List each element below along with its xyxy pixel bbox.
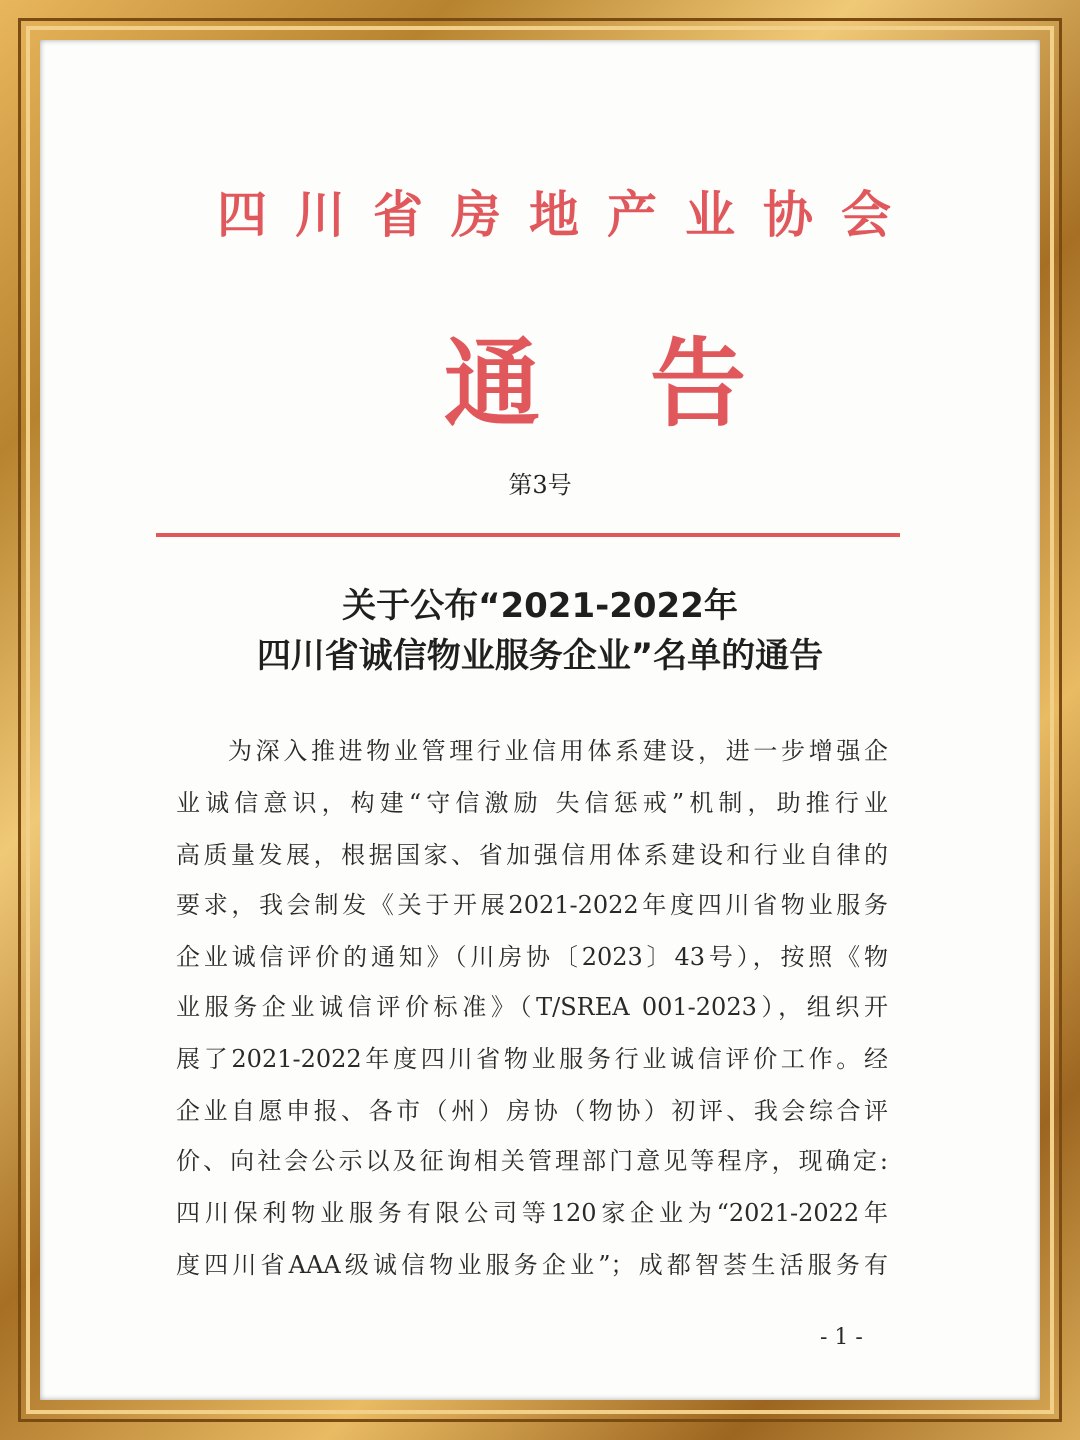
red-divider-line — [156, 533, 900, 537]
body-text-line: 业服务企业诚信评价标准》（T/SREA 001-2023），组织开 — [176, 993, 888, 1021]
document-number: 第3号 — [508, 471, 572, 499]
body-text-line: 度四川省AAA级诚信物业服务企业”；成都智荟生活服务有 — [176, 1251, 888, 1279]
body-text-line: 要求，我会制发《关于开展2021-2022年度四川省物业服务 — [176, 891, 888, 919]
document-type-title: 通告 — [444, 328, 856, 440]
page-number: - 1 - — [820, 1325, 863, 1350]
body-text-line: 业诚信意识，构建“守信激励 失信惩戒”机制，助推行业 — [176, 789, 888, 817]
body-text-line: 高质量发展，根据国家、省加强信用体系建设和行业自律的 — [176, 841, 888, 869]
body-text-line: 四川保利物业服务有限公司等120家企业为“2021-2022年 — [176, 1199, 888, 1227]
notice-title-line-1: 关于公布“2021-2022年 — [342, 586, 738, 626]
body-text-line: 企业自愿申报、各市（州）房协（物协）初评、我会综合评 — [176, 1097, 888, 1125]
body-text-line: 为深入推进物业管理行业信用体系建设，进一步增强企 — [228, 737, 888, 765]
notice-title-line-2: 四川省诚信物业服务企业”名单的通告 — [256, 636, 824, 676]
body-text-line: 展了2021-2022年度四川省物业服务行业诚信评价工作。经 — [176, 1045, 888, 1073]
body-text-line: 企业诚信评价的通知》（川房协〔2023〕43号），按照《物 — [176, 943, 888, 971]
organization-name: 四川省房地产业协会 — [217, 186, 919, 244]
body-text-line: 价、向社会公示以及征询相关管理部门意见等程序，现确定: — [176, 1147, 888, 1175]
